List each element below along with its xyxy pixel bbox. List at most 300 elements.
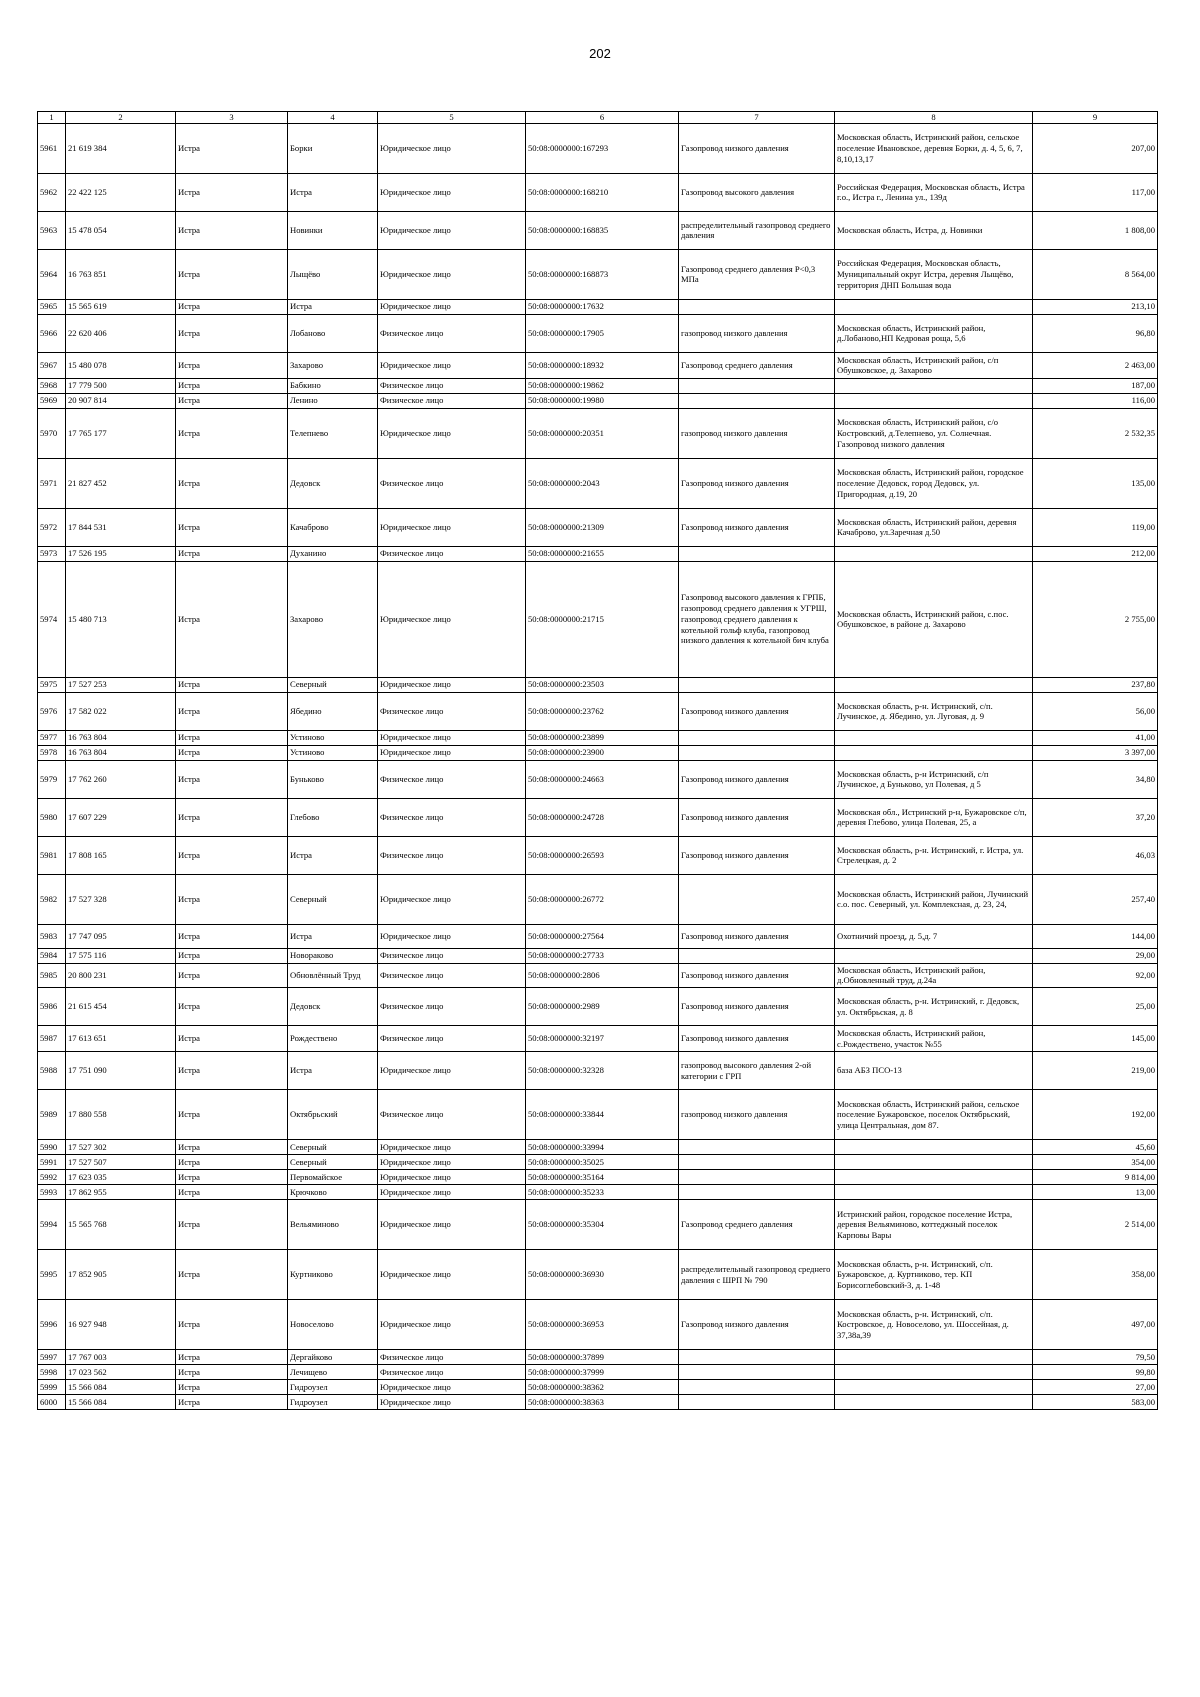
table-row	[38, 1170, 1158, 1185]
cell-address: Московская область, Истринский район, городское поселение Дедовск, город Дедовск, ул. Пригородная, д.19, 20	[835, 458, 1033, 508]
cell-id: 17 747 095	[66, 924, 176, 948]
cell-value: 96,80	[1033, 314, 1158, 352]
cell-owner-type: Юридическое лицо	[378, 874, 526, 924]
cell-value: 192,00	[1033, 1090, 1158, 1140]
cell-row-number: 5970	[38, 408, 66, 458]
table-body	[38, 123, 1158, 1409]
cell-locality: Обновлённый Труд	[288, 963, 378, 987]
cell-row-number: 5963	[38, 211, 66, 249]
cell-address	[835, 1365, 1033, 1380]
cell-row-number: 5986	[38, 988, 66, 1026]
cell-municipality: Истра	[176, 874, 288, 924]
cell-address: Московская область, Истринский район, с.Рождествено, участок №55	[835, 1026, 1033, 1052]
cell-address: Охотничий проезд, д. 5,д. 7	[835, 924, 1033, 948]
cell-cadastral-number: 50:08:0000000:36953	[526, 1300, 679, 1350]
cell-locality: Захарово	[288, 561, 378, 677]
cell-owner-type: Юридическое лицо	[378, 123, 526, 173]
table-row	[38, 1365, 1158, 1380]
cell-address	[835, 1395, 1033, 1410]
cell-id: 17 575 116	[66, 948, 176, 963]
header-cell: 4	[288, 112, 378, 124]
cell-owner-type: Физическое лицо	[378, 314, 526, 352]
cell-value: 2 755,00	[1033, 561, 1158, 677]
registry-table	[37, 111, 1158, 1410]
cell-address	[835, 948, 1033, 963]
cell-row-number: 6000	[38, 1395, 66, 1410]
header-row	[38, 112, 1158, 124]
cell-cadastral-number: 50:08:0000000:24663	[526, 760, 679, 798]
cell-description	[679, 874, 835, 924]
cell-locality: Истра	[288, 299, 378, 314]
table-row	[38, 677, 1158, 692]
cell-owner-type: Юридическое лицо	[378, 211, 526, 249]
cell-description: распределительный газопровод среднего давления	[679, 211, 835, 249]
cell-description: Газопровод низкого давления	[679, 692, 835, 730]
cell-id: 15 565 768	[66, 1200, 176, 1250]
cell-value: 135,00	[1033, 458, 1158, 508]
page-number: 202	[589, 46, 611, 61]
cell-row-number: 5992	[38, 1170, 66, 1185]
cell-id: 15 480 713	[66, 561, 176, 677]
cell-owner-type: Юридическое лицо	[378, 408, 526, 458]
table-row	[38, 352, 1158, 378]
cell-address	[835, 1185, 1033, 1200]
cell-description: Газопровод низкого давления	[679, 924, 835, 948]
cell-locality: Бабкино	[288, 378, 378, 393]
cell-row-number: 5965	[38, 299, 66, 314]
header-cell: 9	[1033, 112, 1158, 124]
cell-cadastral-number: 50:08:0000000:21655	[526, 546, 679, 561]
cell-locality: Ябедино	[288, 692, 378, 730]
cell-description	[679, 299, 835, 314]
cell-cadastral-number: 50:08:0000000:23762	[526, 692, 679, 730]
cell-address: Московская область, Истринский район, сельское поселение Бужаровское, поселок Октябрьский, улица Центральная, дом 87.	[835, 1090, 1033, 1140]
cell-value: 29,00	[1033, 948, 1158, 963]
cell-description	[679, 730, 835, 745]
table-row	[38, 314, 1158, 352]
cell-locality: Рождествено	[288, 1026, 378, 1052]
cell-municipality: Истра	[176, 836, 288, 874]
cell-value: 3 397,00	[1033, 745, 1158, 760]
cell-address: Московская область, р-н Истринский, с/п Лучинское, д Буньково, ул Полевая, д 5	[835, 760, 1033, 798]
table-row	[38, 874, 1158, 924]
cell-cadastral-number: 50:08:0000000:32197	[526, 1026, 679, 1052]
cell-owner-type: Физическое лицо	[378, 798, 526, 836]
cell-description	[679, 1185, 835, 1200]
cell-address	[835, 677, 1033, 692]
cell-cadastral-number: 50:08:0000000:33994	[526, 1140, 679, 1155]
cell-row-number: 5991	[38, 1155, 66, 1170]
header-cell: 2	[66, 112, 176, 124]
cell-description: Газопровод высокого давления	[679, 173, 835, 211]
cell-locality: Октябрьский	[288, 1090, 378, 1140]
table-row	[38, 249, 1158, 299]
cell-owner-type: Юридическое лицо	[378, 1250, 526, 1300]
table-row	[38, 393, 1158, 408]
cell-id: 15 478 054	[66, 211, 176, 249]
cell-row-number: 5969	[38, 393, 66, 408]
cell-id: 20 907 814	[66, 393, 176, 408]
cell-municipality: Истра	[176, 408, 288, 458]
cell-row-number: 5968	[38, 378, 66, 393]
cell-value: 187,00	[1033, 378, 1158, 393]
cell-row-number: 5981	[38, 836, 66, 874]
cell-cadastral-number: 50:08:0000000:168210	[526, 173, 679, 211]
cell-locality: Дедовск	[288, 988, 378, 1026]
cell-address: Российская Федерация, Московская область, Истра г.о., Истра г., Ленина ул., 139д	[835, 173, 1033, 211]
cell-address	[835, 378, 1033, 393]
header-cell: 3	[176, 112, 288, 124]
table-row	[38, 692, 1158, 730]
cell-row-number: 5979	[38, 760, 66, 798]
cell-id: 17 808 165	[66, 836, 176, 874]
cell-municipality: Истра	[176, 393, 288, 408]
header-cell: 6	[526, 112, 679, 124]
cell-address: Московская область, Истринский район, с/п Обушковское, д. Захарово	[835, 352, 1033, 378]
cell-owner-type: Юридическое лицо	[378, 173, 526, 211]
cell-address	[835, 1380, 1033, 1395]
cell-address: Московская область, Истринский район, д.Обновленный труд, д.24а	[835, 963, 1033, 987]
table-row	[38, 1140, 1158, 1155]
cell-id: 17 779 500	[66, 378, 176, 393]
cell-municipality: Истра	[176, 1026, 288, 1052]
cell-description: Газопровод низкого давления	[679, 963, 835, 987]
cell-id: 16 763 804	[66, 745, 176, 760]
cell-row-number: 5974	[38, 561, 66, 677]
cell-id: 21 827 452	[66, 458, 176, 508]
cell-locality: Новораково	[288, 948, 378, 963]
header-cell: 7	[679, 112, 835, 124]
table-row	[38, 760, 1158, 798]
cell-id: 17 526 195	[66, 546, 176, 561]
cell-address: Московская область, р-н. Истринский, г. Дедовск, ул. Октябрьская, д. 8	[835, 988, 1033, 1026]
cell-municipality: Истра	[176, 1090, 288, 1140]
cell-row-number: 5983	[38, 924, 66, 948]
cell-row-number: 5993	[38, 1185, 66, 1200]
cell-id: 22 422 125	[66, 173, 176, 211]
cell-description: газопровод низкого давления	[679, 314, 835, 352]
cell-id: 17 527 328	[66, 874, 176, 924]
cell-value: 2 532,35	[1033, 408, 1158, 458]
cell-owner-type: Юридическое лицо	[378, 1395, 526, 1410]
cell-id: 17 880 558	[66, 1090, 176, 1140]
cell-cadastral-number: 50:08:0000000:38363	[526, 1395, 679, 1410]
cell-cadastral-number: 50:08:0000000:35025	[526, 1155, 679, 1170]
cell-cadastral-number: 50:08:0000000:168835	[526, 211, 679, 249]
cell-address	[835, 730, 1033, 745]
table-row	[38, 924, 1158, 948]
cell-locality: Захарово	[288, 352, 378, 378]
cell-id: 15 565 619	[66, 299, 176, 314]
cell-address: Московская область, р-н. Истринский, с/п. Лучинское, д. Ябедино, ул. Луговая, д. 9	[835, 692, 1033, 730]
cell-municipality: Истра	[176, 561, 288, 677]
table-row	[38, 123, 1158, 173]
cell-row-number: 5982	[38, 874, 66, 924]
cell-owner-type: Юридическое лицо	[378, 1140, 526, 1155]
cell-value: 116,00	[1033, 393, 1158, 408]
cell-municipality: Истра	[176, 1052, 288, 1090]
table-row	[38, 173, 1158, 211]
cell-address: Истринский район, городское поселение Истра, деревня Вельяминово, коттеджный поселок Карповы Вары	[835, 1200, 1033, 1250]
cell-row-number: 5964	[38, 249, 66, 299]
cell-locality: Устиново	[288, 745, 378, 760]
cell-value: 583,00	[1033, 1395, 1158, 1410]
cell-description: Газопровод среднего давления	[679, 352, 835, 378]
cell-row-number: 5990	[38, 1140, 66, 1155]
cell-municipality: Истра	[176, 1380, 288, 1395]
cell-municipality: Истра	[176, 1395, 288, 1410]
cell-id: 17 607 229	[66, 798, 176, 836]
cell-locality: Дедовск	[288, 458, 378, 508]
cell-locality: Борки	[288, 123, 378, 173]
cell-row-number: 5972	[38, 508, 66, 546]
cell-row-number: 5978	[38, 745, 66, 760]
table-row	[38, 299, 1158, 314]
cell-cadastral-number: 50:08:0000000:37899	[526, 1350, 679, 1365]
header-cell: 5	[378, 112, 526, 124]
cell-description	[679, 378, 835, 393]
cell-address: Московская область, Истра, д. Новинки	[835, 211, 1033, 249]
cell-value: 212,00	[1033, 546, 1158, 561]
cell-row-number: 5994	[38, 1200, 66, 1250]
cell-value: 1 808,00	[1033, 211, 1158, 249]
cell-id: 16 763 851	[66, 249, 176, 299]
cell-id: 17 023 562	[66, 1365, 176, 1380]
table-row	[38, 988, 1158, 1026]
cell-owner-type: Физическое лицо	[378, 546, 526, 561]
cell-description: Газопровод низкого давления	[679, 1026, 835, 1052]
cell-row-number: 5967	[38, 352, 66, 378]
cell-value: 497,00	[1033, 1300, 1158, 1350]
cell-address: Российская Федерация, Московская область, Муниципальный округ Истра, деревня Лыщёво, территория ДНП Большая вода	[835, 249, 1033, 299]
cell-value: 145,00	[1033, 1026, 1158, 1052]
cell-locality: Устиново	[288, 730, 378, 745]
cell-owner-type: Физическое лицо	[378, 963, 526, 987]
cell-owner-type: Физическое лицо	[378, 1350, 526, 1365]
cell-municipality: Истра	[176, 1200, 288, 1250]
cell-description	[679, 1170, 835, 1185]
table-row	[38, 1250, 1158, 1300]
cell-value: 237,80	[1033, 677, 1158, 692]
cell-address: Московская область, р-н. Истринский, г. Истра, ул. Стрелецкая, д. 2	[835, 836, 1033, 874]
cell-value: 56,00	[1033, 692, 1158, 730]
cell-municipality: Истра	[176, 1365, 288, 1380]
cell-value: 2 463,00	[1033, 352, 1158, 378]
cell-cadastral-number: 50:08:0000000:26772	[526, 874, 679, 924]
cell-address: Московская область, Истринский район, сельское поселение Ивановское, деревня Борки, д. 4, 5, 6, 7, 8,10,13,17	[835, 123, 1033, 173]
cell-description: Газопровод низкого давления	[679, 836, 835, 874]
cell-description: Газопровод низкого давления	[679, 458, 835, 508]
cell-value: 144,00	[1033, 924, 1158, 948]
cell-description: Газопровод низкого давления	[679, 988, 835, 1026]
cell-municipality: Истра	[176, 760, 288, 798]
cell-description: Газопровод низкого давления	[679, 508, 835, 546]
cell-owner-type: Физическое лицо	[378, 378, 526, 393]
cell-locality: Северный	[288, 874, 378, 924]
cell-description: Газопровод низкого давления	[679, 123, 835, 173]
cell-owner-type: Физическое лицо	[378, 393, 526, 408]
cell-owner-type: Юридическое лицо	[378, 249, 526, 299]
cell-row-number: 5996	[38, 1300, 66, 1350]
cell-municipality: Истра	[176, 123, 288, 173]
cell-locality: Лечищево	[288, 1365, 378, 1380]
cell-address: Московская обл., Истринский р-н, Бужаровское с/п, деревня Глебово, улица Полевая, 25, а	[835, 798, 1033, 836]
cell-value: 358,00	[1033, 1250, 1158, 1300]
cell-cadastral-number: 50:08:0000000:2989	[526, 988, 679, 1026]
table-row	[38, 1300, 1158, 1350]
cell-owner-type: Юридическое лицо	[378, 730, 526, 745]
cell-row-number: 5966	[38, 314, 66, 352]
cell-owner-type: Физическое лицо	[378, 948, 526, 963]
cell-value: 25,00	[1033, 988, 1158, 1026]
cell-description: газопровод низкого давления	[679, 408, 835, 458]
cell-locality: Гидроузел	[288, 1380, 378, 1395]
cell-owner-type: Юридическое лицо	[378, 561, 526, 677]
table-row	[38, 730, 1158, 745]
cell-id: 20 800 231	[66, 963, 176, 987]
cell-id: 21 615 454	[66, 988, 176, 1026]
table-row	[38, 211, 1158, 249]
cell-owner-type: Юридическое лицо	[378, 1170, 526, 1185]
cell-address: Московская область, р-н. Истринский, с/п. Бужаровское, д. Куртниково, тер. КП Борисоглебовский-3, д. 1-48	[835, 1250, 1033, 1300]
cell-description: распределительный газопровод среднего давления с ШРП № 790	[679, 1250, 835, 1300]
cell-municipality: Истра	[176, 924, 288, 948]
cell-description: Газопровод низкого давления	[679, 798, 835, 836]
cell-address: Московская область, р-н. Истринский, с/п. Костровское, д. Новоселово, ул. Шоссейная, д. 37,38а,39	[835, 1300, 1033, 1350]
cell-municipality: Истра	[176, 730, 288, 745]
cell-value: 45,60	[1033, 1140, 1158, 1155]
table-row	[38, 1395, 1158, 1410]
table-row	[38, 1090, 1158, 1140]
header-cell: 8	[835, 112, 1033, 124]
cell-locality: Истра	[288, 924, 378, 948]
cell-value: 354,00	[1033, 1155, 1158, 1170]
cell-owner-type: Юридическое лицо	[378, 745, 526, 760]
cell-address	[835, 1170, 1033, 1185]
cell-locality: Телепнево	[288, 408, 378, 458]
cell-description	[679, 1380, 835, 1395]
cell-locality: Северный	[288, 677, 378, 692]
cell-cadastral-number: 50:08:0000000:26593	[526, 836, 679, 874]
header-cell: 1	[38, 112, 66, 124]
cell-municipality: Истра	[176, 458, 288, 508]
cell-municipality: Истра	[176, 314, 288, 352]
table-row	[38, 1155, 1158, 1170]
cell-id: 17 623 035	[66, 1170, 176, 1185]
cell-row-number: 5984	[38, 948, 66, 963]
cell-address: Московская область, Истринский район, с/о Костровский, д.Телепнево, ул. Солнечная. Газопровод низкого давления	[835, 408, 1033, 458]
cell-value: 37,20	[1033, 798, 1158, 836]
cell-id: 15 480 078	[66, 352, 176, 378]
cell-cadastral-number: 50:08:0000000:19980	[526, 393, 679, 408]
table-row	[38, 508, 1158, 546]
cell-address: Московская область, Истринский район, Лучинский с.о. пос. Северный, ул. Комплексная, д. 23, 24,	[835, 874, 1033, 924]
table-row	[38, 546, 1158, 561]
cell-owner-type: Юридическое лицо	[378, 352, 526, 378]
cell-municipality: Истра	[176, 378, 288, 393]
table-row	[38, 1380, 1158, 1395]
cell-row-number: 5961	[38, 123, 66, 173]
cell-owner-type: Юридическое лицо	[378, 1300, 526, 1350]
cell-row-number: 5975	[38, 677, 66, 692]
cell-owner-type: Юридическое лицо	[378, 1200, 526, 1250]
cell-cadastral-number: 50:08:0000000:38362	[526, 1380, 679, 1395]
cell-row-number: 5985	[38, 963, 66, 987]
cell-locality: Истра	[288, 1052, 378, 1090]
cell-municipality: Истра	[176, 211, 288, 249]
cell-cadastral-number: 50:08:0000000:19862	[526, 378, 679, 393]
cell-description	[679, 1155, 835, 1170]
cell-locality: Вельяминово	[288, 1200, 378, 1250]
cell-municipality: Истра	[176, 1170, 288, 1185]
cell-municipality: Истра	[176, 988, 288, 1026]
cell-description	[679, 393, 835, 408]
cell-description: Газопровод среднего давления	[679, 1200, 835, 1250]
cell-id: 17 765 177	[66, 408, 176, 458]
cell-municipality: Истра	[176, 1300, 288, 1350]
cell-row-number: 5998	[38, 1365, 66, 1380]
cell-description: Газопровод среднего давления Р<0,3 МПа	[679, 249, 835, 299]
cell-id: 17 844 531	[66, 508, 176, 546]
cell-address	[835, 745, 1033, 760]
cell-row-number: 5989	[38, 1090, 66, 1140]
cell-cadastral-number: 50:08:0000000:36930	[526, 1250, 679, 1300]
cell-cadastral-number: 50:08:0000000:37999	[526, 1365, 679, 1380]
cell-id: 17 762 260	[66, 760, 176, 798]
table-row	[38, 561, 1158, 677]
cell-id: 17 862 955	[66, 1185, 176, 1200]
cell-owner-type: Физическое лицо	[378, 988, 526, 1026]
cell-row-number: 5997	[38, 1350, 66, 1365]
cell-municipality: Истра	[176, 352, 288, 378]
cell-cadastral-number: 50:08:0000000:27733	[526, 948, 679, 963]
cell-locality: Глебово	[288, 798, 378, 836]
table-row	[38, 408, 1158, 458]
cell-locality: Духанино	[288, 546, 378, 561]
cell-locality: Северный	[288, 1140, 378, 1155]
cell-address	[835, 1155, 1033, 1170]
cell-address: Московская область, Истринский район, с.пос. Обушковское, в районе д. Захарово	[835, 561, 1033, 677]
cell-description	[679, 948, 835, 963]
cell-owner-type: Физическое лицо	[378, 1365, 526, 1380]
cell-value: 117,00	[1033, 173, 1158, 211]
cell-description: Газопровод низкого давления	[679, 1300, 835, 1350]
cell-municipality: Истра	[176, 249, 288, 299]
cell-value: 92,00	[1033, 963, 1158, 987]
cell-municipality: Истра	[176, 1350, 288, 1365]
cell-cadastral-number: 50:08:0000000:23503	[526, 677, 679, 692]
cell-row-number: 5962	[38, 173, 66, 211]
cell-row-number: 5987	[38, 1026, 66, 1052]
cell-row-number: 5976	[38, 692, 66, 730]
cell-municipality: Истра	[176, 692, 288, 730]
cell-address	[835, 1140, 1033, 1155]
cell-cadastral-number: 50:08:0000000:21715	[526, 561, 679, 677]
cell-locality: Истра	[288, 173, 378, 211]
cell-owner-type: Физическое лицо	[378, 836, 526, 874]
cell-owner-type: Физическое лицо	[378, 692, 526, 730]
cell-municipality: Истра	[176, 546, 288, 561]
cell-owner-type: Юридическое лицо	[378, 1155, 526, 1170]
cell-row-number: 5977	[38, 730, 66, 745]
cell-cadastral-number: 50:08:0000000:21309	[526, 508, 679, 546]
cell-owner-type: Юридическое лицо	[378, 1052, 526, 1090]
table-row	[38, 963, 1158, 987]
cell-cadastral-number: 50:08:0000000:24728	[526, 798, 679, 836]
cell-municipality: Истра	[176, 1250, 288, 1300]
cell-value: 27,00	[1033, 1380, 1158, 1395]
cell-description	[679, 1350, 835, 1365]
